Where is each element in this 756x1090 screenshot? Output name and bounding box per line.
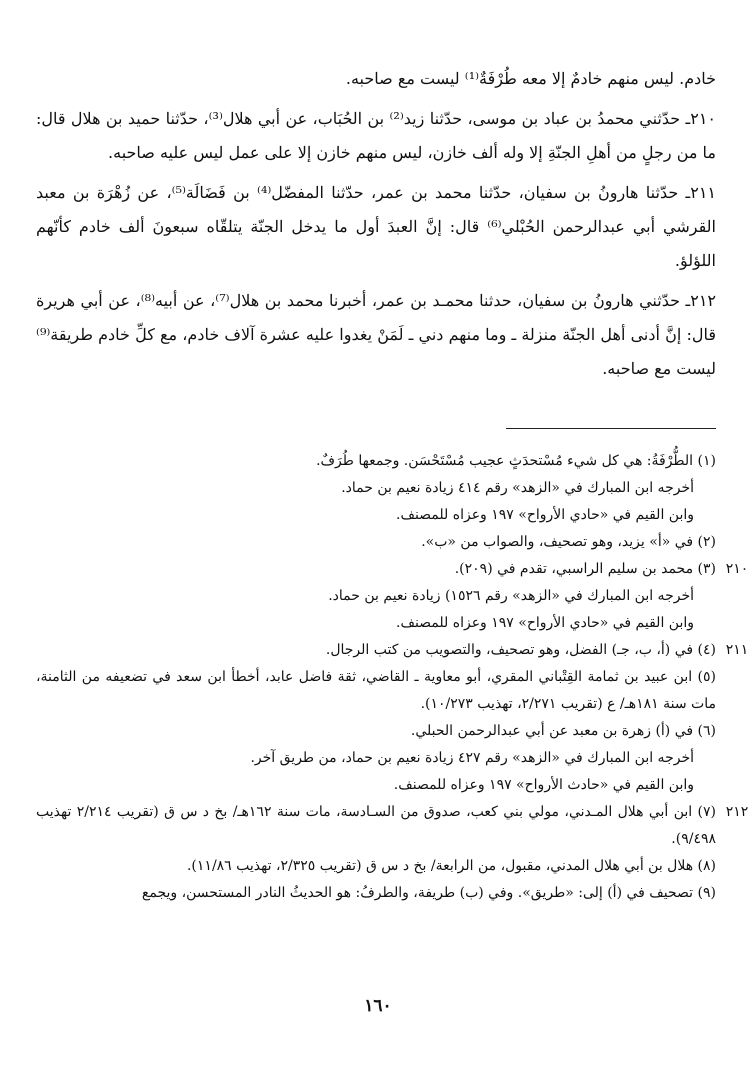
footnote	[36, 853, 716, 880]
footnote	[36, 610, 716, 637]
footnote-text: أخرجه ابن المبارك في «الزهد» رقم ١٥٢٦) زيادة نعيم بن حماد.	[328, 588, 694, 604]
footnote-text: (٥) ابن عبيد بن ثمامة القِتْباني المقري، أبو معاوية ـ القاضي، ثقة فاضل عابد، أخطأ ابن سعد في تضعيفه من الثامنة، مات سنة ١٨١هـ/ ع (تقريب ٢/٢٧١، تهذيب ١٠/٢٧٣).	[36, 669, 716, 712]
footnote-text: (٢) في «أ» يزيد، وهو تصحيف، والصواب من «ب».	[421, 534, 716, 550]
footnote-text: (٩) تصحيف في (أ) إلى: «طريق». وفي (ب) طريفة، والطرفُ: هو الحديثُ النادر المستحسن، ويجمع	[141, 885, 716, 901]
page-number: ١٦٠	[364, 996, 392, 1016]
footnote	[36, 772, 716, 799]
margin-number: ٢١٠	[725, 561, 749, 577]
margin-number: ٢١١	[725, 642, 749, 658]
footnote-text: أخرجه ابن المبارك في «الزهد» رقم ٤١٤ زيادة نعيم بن حماد.	[341, 480, 694, 496]
main-paragraph: ٢١٠ـ حدّثني محمدُ بن عباد بن موسى، حدّثنا زيد⁽²⁾ بن الحُبَاب، عن أبي هلال⁽³⁾، حدّثنا حميد بن هلال قال: ما من رجلٍ من أهلِ الجنّةِ إلا وله ألف خازن، ليس منهم خازن إلا على عمل ليس عليه صاحبه.	[36, 109, 716, 162]
footnote-text: (٦) في (أ) زهرة بن معبد عن أبي عبدالرحمن الحبلي.	[410, 723, 716, 739]
main-paragraph: خادم. ليس منهم خادمٌ إلا معه طُرْفَةٌ⁽¹⁾ ليست مع صاحبه.	[345, 69, 716, 88]
footnote	[36, 583, 716, 610]
footnotes	[36, 448, 749, 907]
footnote-text: وابن القيم في «حادي الأرواح» ١٩٧ وعزاه للمصنف.	[396, 615, 694, 631]
footnote-text: (٣) محمد بن سليم الراسبي، تقدم في (٢٠٩).	[454, 561, 716, 577]
footnote-text: (٤) في (أ، ب، جـ) الفضل، وهو تصحيف، والتصويب من كتب الرجال.	[325, 642, 716, 658]
footnote	[36, 529, 716, 556]
footnote-text: (٨) هلال بن أبي هلال المدني، مقبول، من الرابعة/ بخ د س ق (تقريب ٢/٣٢٥، تهذيب ١١/٨٦).	[186, 858, 716, 874]
footnote-text: (٧) ابن أبي هلال المـدني، مولي بني كعب، صدوق من السـادسة، مات سنة ١٦٢هـ/ بخ د س ق (تقريب ٢/٢١٤ تهذيب ٩/٤٩٨).	[36, 804, 716, 847]
footnote	[36, 664, 716, 718]
footnote	[36, 448, 716, 475]
footnote	[36, 502, 716, 529]
main-paragraph: ٢١١ـ حدّثنا هارونُ بن سفيان، حدّثنا محمد بن عمر، حدّثنا المفضّل⁽⁴⁾ بن فَضَالَة⁽⁵⁾، عن زُهْرَة بن معبد القرشي أبي عبدالرحمن الحُبْلي⁽⁶⁾ قال: إنَّ العبدَ أول ما يدخل الجنّة يتلقّاه سبعونَ ألف خادم كأنّهم اللؤلؤ.	[36, 183, 717, 270]
footnote-text: (١) الطُّرْفَةُ: هي كل شيء مُسْتحدَثٍ عجيب مُسْتَحْسَن. وجمعها طُرَفٌ.	[316, 453, 716, 469]
footnote-text: وابن القيم في «حادي الأرواح» ١٩٧ وعزاه للمصنف.	[396, 507, 694, 523]
footnote	[36, 718, 716, 745]
footnote	[36, 799, 749, 853]
footnote	[36, 745, 716, 772]
footnote-text: أخرجه ابن المبارك في «الزهد» رقم ٤٢٧ زيادة نعيم بن حماد، من طريق آخر.	[250, 750, 694, 766]
footnote	[36, 880, 716, 907]
footnote	[36, 475, 716, 502]
main-text	[36, 62, 716, 392]
main-paragraph: ٢١٢ـ حدّثني هارونُ بن سفيان، حدثنا محمـد بن عمر، أخبرنا محمد بن هلال⁽⁷⁾، عن أبيه⁽⁸⁾، عن أبي هريرة قال: إنَّ أدنى أهل الجنّة منزلة ـ وما منهم دني ـ لَمَنْ يغدوا عليه عشرة آلاف خادم، مع كلِّ خادم طريقة⁽⁹⁾ ليست مع صاحبه.	[36, 291, 717, 378]
margin-number: ٢١٢	[725, 804, 749, 820]
footnote	[36, 637, 749, 664]
footnote-divider	[506, 428, 716, 429]
footnote	[36, 556, 749, 583]
footnote-text: وابن القيم في «حادث الأرواح» ١٩٧ وعزاه للمصنف.	[393, 777, 694, 793]
